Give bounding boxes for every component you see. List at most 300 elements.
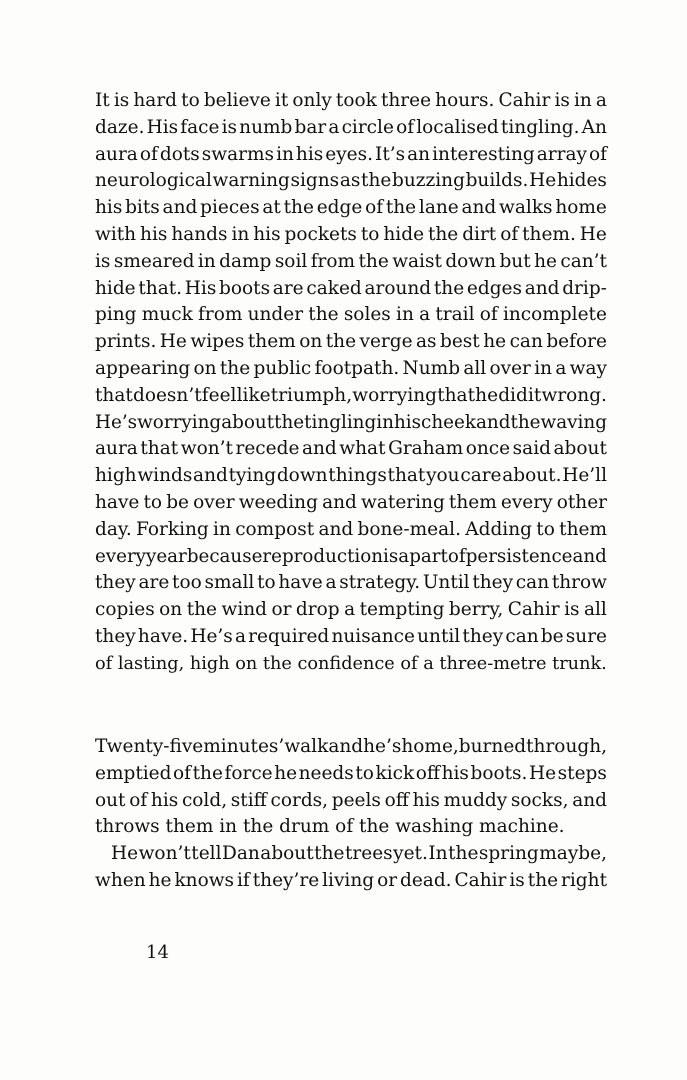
word: dots [159, 143, 200, 165]
word: numb [239, 116, 293, 138]
word: steps [557, 762, 607, 784]
word: he [274, 762, 298, 784]
word: stiff [230, 789, 267, 811]
word: a [398, 545, 410, 567]
word: the [527, 869, 559, 891]
word: cords, [270, 789, 329, 811]
word: said [512, 438, 551, 460]
word: they [95, 625, 136, 647]
word: trail [435, 304, 475, 326]
word: his [412, 789, 440, 811]
text-line [95, 142, 607, 169]
word: about [260, 843, 314, 865]
word: he [148, 869, 172, 891]
word: pockets [284, 223, 357, 245]
word: the [283, 197, 314, 219]
word: a [234, 625, 246, 647]
word: to [360, 223, 380, 245]
word: that [140, 438, 179, 460]
word: and [572, 545, 607, 567]
word: that [95, 384, 133, 406]
word: them. [522, 223, 576, 245]
word: wind [221, 599, 267, 621]
word: every [95, 545, 146, 567]
word: every [500, 491, 553, 513]
word: verge [359, 331, 413, 353]
word: sure [565, 625, 607, 647]
word: of [173, 762, 192, 784]
word: He’ll [562, 465, 607, 487]
word: part [409, 545, 448, 567]
text-line [95, 490, 607, 517]
word: under [247, 304, 304, 326]
word: burned [458, 736, 527, 757]
word: to [143, 491, 163, 513]
word: from [198, 304, 243, 326]
word: out [95, 789, 126, 811]
word: the [274, 411, 305, 433]
word: a [344, 599, 356, 621]
word: he [534, 250, 557, 272]
word: Until [422, 572, 470, 594]
word: footpath. [314, 357, 400, 379]
word: and [193, 465, 228, 487]
word: the [358, 250, 389, 272]
word: before [546, 331, 607, 353]
word: drip- [562, 277, 607, 299]
word: around [364, 277, 432, 299]
word: of [447, 545, 466, 567]
text-line [95, 410, 607, 437]
word: and [461, 197, 497, 219]
word: small [204, 572, 255, 594]
text-line [95, 329, 607, 356]
word: the [385, 197, 417, 219]
word: is [95, 250, 111, 272]
word: and [162, 197, 198, 219]
word: he [475, 384, 499, 406]
word: compost [235, 518, 315, 540]
text-line [95, 761, 607, 788]
word: like [236, 384, 271, 406]
word: on [299, 331, 323, 353]
word: a [555, 357, 567, 379]
text-line [95, 249, 607, 276]
word: the [314, 843, 345, 865]
word: and [318, 518, 354, 540]
word: can [505, 625, 539, 647]
word: a [419, 304, 431, 326]
word: pieces [200, 197, 260, 219]
word: year [146, 545, 187, 567]
word: His [184, 277, 217, 299]
word: he’s [363, 736, 402, 757]
word: did [498, 384, 528, 406]
word: high [95, 465, 137, 487]
text-line [95, 544, 607, 571]
word: about [221, 411, 275, 433]
word: over [489, 357, 531, 379]
word: builds. [465, 170, 529, 192]
word: feel [201, 384, 237, 406]
word: they [95, 572, 136, 594]
word: his [150, 789, 179, 811]
word: swarms [201, 143, 275, 165]
word: and [322, 491, 357, 513]
word: in [231, 223, 250, 245]
word: smeared [113, 250, 195, 272]
word: care [460, 465, 502, 487]
word: the [361, 170, 392, 192]
word: is [564, 599, 580, 621]
text-line [95, 383, 607, 410]
word: muddy [443, 789, 508, 811]
word: on [159, 599, 183, 621]
word: Cahir [498, 90, 551, 111]
word: through, [526, 736, 607, 757]
word: weeding [238, 491, 318, 513]
word: hours. [435, 90, 495, 111]
word: appearing [95, 357, 191, 379]
word: with [95, 223, 137, 245]
word: force [224, 762, 273, 784]
word: array [536, 143, 587, 165]
word: a [325, 572, 337, 594]
word: tying [228, 465, 277, 487]
word: living [322, 869, 375, 891]
word: the [325, 331, 357, 353]
word: and [475, 411, 511, 433]
word: his [441, 762, 469, 784]
word: to [181, 90, 200, 111]
word: dead. [400, 869, 452, 891]
word: of [139, 143, 158, 165]
word: in [376, 411, 394, 433]
word: or [377, 869, 398, 891]
page-number: 14 [146, 942, 169, 963]
word: triumph, [270, 384, 353, 406]
word: persistence [465, 545, 573, 567]
word: home, [401, 736, 459, 757]
word: hard [133, 90, 178, 111]
word: cold, [181, 789, 228, 811]
word: bits [125, 197, 160, 219]
word: as [339, 170, 361, 192]
word: things [328, 465, 387, 487]
word: socks, [510, 789, 569, 811]
word: Cahir [507, 599, 560, 621]
word: He [528, 762, 557, 784]
word: from [310, 250, 356, 272]
word: home [555, 197, 607, 219]
word: kick [375, 762, 415, 784]
word: of [129, 789, 148, 811]
word: of [365, 197, 384, 219]
word: over [193, 491, 235, 513]
word: is [113, 90, 130, 111]
word: in [276, 143, 294, 165]
word: too [172, 572, 202, 594]
word: that [437, 384, 476, 406]
word: until [417, 625, 461, 647]
word: that [387, 465, 426, 487]
word: nuisance [331, 625, 415, 647]
word: it [527, 384, 542, 406]
word: is [509, 869, 525, 891]
word: soles [343, 304, 391, 326]
word: the [448, 843, 479, 865]
word: down [276, 465, 328, 487]
word: the [186, 599, 218, 621]
word: right [561, 869, 607, 891]
word: soil [274, 250, 308, 272]
text-line [95, 276, 607, 303]
word: are [272, 277, 304, 299]
text-line: of lasting, high on the confidence of a three-metre trunk. [95, 653, 607, 674]
word: down [445, 250, 497, 272]
word: be [166, 491, 190, 513]
word: worrying [137, 411, 222, 433]
word: are [138, 572, 170, 594]
word: the [510, 411, 541, 433]
word: boots [219, 277, 271, 299]
word: interesting [432, 143, 535, 165]
paragraph-group-2 [95, 734, 607, 895]
word: knows [174, 869, 235, 891]
word: An [581, 116, 607, 138]
word: walks [499, 197, 553, 219]
word: his [393, 411, 422, 433]
word: lane [418, 197, 459, 219]
word: tingling. [500, 116, 580, 138]
word: the [433, 277, 465, 299]
word: tempting [359, 599, 445, 621]
word: hides [556, 170, 607, 192]
word: emptied [95, 762, 172, 784]
word: when [95, 869, 146, 891]
word: the [192, 762, 223, 784]
word: neurological [95, 170, 212, 192]
word: other [556, 491, 607, 513]
word: Adding [465, 518, 532, 540]
word: off [384, 789, 409, 811]
word: and [301, 438, 337, 460]
word: bone-meal. [357, 518, 461, 540]
word: Cahir [454, 869, 507, 891]
text-line: throws them in the drum of the washing machine. [95, 816, 565, 838]
word: can’t [560, 250, 607, 272]
word: have. [137, 625, 189, 647]
word: his [253, 223, 281, 245]
word: watering [361, 491, 445, 513]
word: strategy. [339, 572, 421, 594]
word: doesn’t [132, 384, 202, 406]
word: as [416, 331, 437, 353]
word: bar [294, 116, 327, 138]
text-line [95, 788, 607, 815]
word: aura [95, 143, 138, 165]
word: of [500, 223, 519, 245]
word: three [380, 90, 432, 111]
word: caked [306, 277, 362, 299]
word: walk [284, 736, 329, 757]
word: dirt [462, 223, 497, 245]
word: can [509, 331, 543, 353]
word: the [219, 357, 251, 379]
word: about [553, 438, 607, 460]
word: of [396, 116, 415, 138]
word: wrong. [541, 384, 607, 406]
word: believe [203, 90, 271, 111]
word: He [111, 843, 139, 865]
word: or [271, 599, 292, 621]
word: damp [219, 250, 272, 272]
text-line [95, 570, 607, 597]
word: them [247, 331, 296, 353]
word: cheek [421, 411, 476, 433]
word: day. [95, 518, 132, 540]
word: to [536, 518, 555, 540]
text-line [95, 356, 607, 383]
word: they’re [252, 869, 320, 891]
word: peels [331, 789, 381, 811]
word: It’s [375, 143, 406, 165]
word: hide [95, 277, 136, 299]
word: the [308, 304, 339, 326]
word: but [499, 250, 531, 272]
word: have [95, 491, 140, 513]
word: face [180, 116, 220, 138]
word: of [479, 304, 498, 326]
word: is [383, 545, 399, 567]
word: that. [138, 277, 183, 299]
word: He [579, 223, 607, 245]
word: and [524, 277, 560, 299]
text-line [95, 841, 607, 868]
text-line [95, 88, 607, 115]
word: public [253, 357, 312, 379]
word: boots. [470, 762, 528, 784]
word: only [292, 90, 332, 111]
word: because [186, 545, 263, 567]
word: about. [502, 465, 562, 487]
word: aura [95, 438, 138, 460]
word: reproduction [262, 545, 384, 567]
word: hide [383, 223, 425, 245]
word: is [554, 90, 570, 111]
word: he [483, 331, 507, 353]
word: in [197, 250, 216, 272]
word: Dan [222, 843, 260, 865]
word: way [569, 357, 607, 379]
text-line [95, 624, 607, 651]
word: edge [316, 197, 363, 219]
word: in [573, 90, 592, 111]
text-line [95, 463, 607, 490]
text-line [95, 222, 607, 249]
text-line [95, 168, 607, 195]
word: won’t [138, 843, 191, 865]
word: once [465, 438, 511, 460]
word: on [193, 357, 217, 379]
word: at [262, 197, 281, 219]
word: a [328, 116, 340, 138]
word: hands [171, 223, 228, 245]
word: and [572, 789, 607, 811]
word: minutes’ [203, 736, 285, 757]
word: in [213, 518, 231, 540]
word: In [428, 843, 448, 865]
word: daze. [95, 116, 145, 138]
word: them [448, 491, 497, 513]
word: throw [551, 572, 607, 594]
word: can [515, 572, 550, 594]
word: drop [295, 599, 340, 621]
word: It [95, 90, 110, 111]
word: took [335, 90, 377, 111]
word: in [534, 357, 553, 379]
word: and [328, 736, 364, 757]
text-line [95, 115, 607, 142]
word: tell [191, 843, 222, 865]
word: maybe, [539, 843, 607, 865]
word: winds [137, 465, 193, 487]
word: best [440, 331, 480, 353]
word: Forking [136, 518, 209, 540]
word: they [462, 625, 504, 647]
word: needs [298, 762, 354, 784]
word: them [559, 518, 607, 540]
word: Graham [388, 438, 464, 460]
word: is [221, 116, 238, 138]
word: waving [540, 411, 607, 433]
word: worrying [352, 384, 438, 406]
text-line [95, 195, 607, 222]
word: the [427, 223, 459, 245]
paragraph-1 [95, 88, 607, 678]
word: signs [290, 170, 340, 192]
text-line [95, 517, 607, 544]
word: all [463, 357, 487, 379]
text-line [95, 868, 607, 895]
word: yet. [393, 843, 428, 865]
word: prints. [95, 331, 157, 353]
word: Numb [402, 357, 461, 379]
word: warning [212, 170, 290, 192]
word: tingling [304, 411, 377, 433]
word: incomplete [502, 304, 607, 326]
word: his [95, 197, 123, 219]
word: edges [466, 277, 522, 299]
word: to [257, 572, 276, 594]
word: circle [341, 116, 394, 138]
word: localised [416, 116, 499, 138]
word: He [159, 331, 187, 353]
word: all [583, 599, 607, 621]
word: have [278, 572, 323, 594]
word: his [295, 143, 324, 165]
word: wipes [190, 331, 245, 353]
word: a [595, 90, 607, 111]
word: won’t [180, 438, 233, 460]
word: copies [95, 599, 155, 621]
word: his [140, 223, 168, 245]
word: be [540, 625, 564, 647]
word: required [248, 625, 330, 647]
text-line [95, 597, 607, 624]
word: He [529, 170, 557, 192]
word: of [588, 143, 607, 165]
